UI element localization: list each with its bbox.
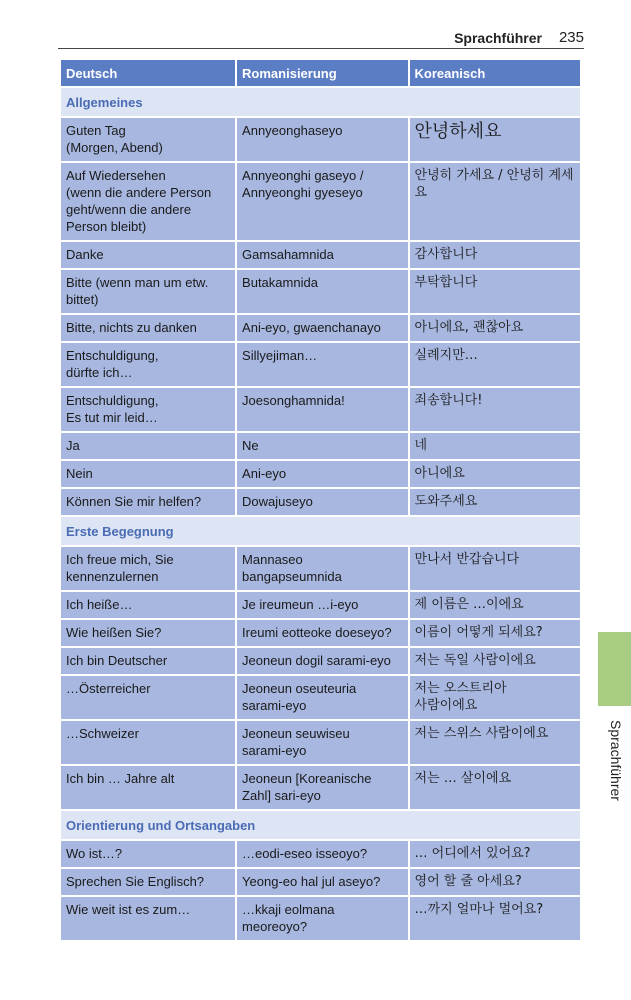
korean-phrase-cell: 저는 … 살이에요 <box>410 766 580 809</box>
table-body <box>61 88 580 940</box>
table-row <box>61 592 580 618</box>
table-row <box>61 433 580 459</box>
romanization-cell: Ani-eyo, gwaenchanayo <box>237 315 407 341</box>
korean-phrase-cell: 감사합니다 <box>410 242 580 268</box>
table-header-row <box>61 60 580 86</box>
korean-phrase-cell: …까지 얼마나 멀어요? <box>410 897 580 940</box>
german-phrase-cell: Können Sie mir helfen? <box>61 489 235 515</box>
korean-phrase-cell: 저는 독일 사람이에요 <box>410 648 580 674</box>
section-heading-row <box>61 517 580 545</box>
german-phrase-cell: Bitte (wenn man um etw. bittet) <box>61 270 235 313</box>
table-row <box>61 315 580 341</box>
column-header-koreanisch: Koreanisch <box>410 60 580 86</box>
korean-phrase-cell: 부탁합니다 <box>410 270 580 313</box>
page-title: Sprachführer <box>454 30 542 46</box>
korean-phrase-cell: 안녕하세요 <box>410 118 580 161</box>
romanization-cell: Sillyejiman… <box>237 343 407 386</box>
korean-phrase-cell: 영어 할 줄 아세요? <box>410 869 580 895</box>
romanization-cell: Annyeonghi gaseyo / Annyeonghi gyeseyo <box>237 163 407 240</box>
romanization-cell: Dowajuseyo <box>237 489 407 515</box>
section-heading-row <box>61 88 580 116</box>
korean-phrase-cell: 저는 오스트리아 사람이에요 <box>410 676 580 719</box>
romanization-cell: Jeoneun seuwiseu sarami-eyo <box>237 721 407 764</box>
korean-phrase-cell: 이름이 어떻게 되세요? <box>410 620 580 646</box>
german-phrase-cell: Sprechen Sie Englisch? <box>61 869 235 895</box>
romanization-cell: Butakamnida <box>237 270 407 313</box>
romanization-cell: Annyeonghaseyo <box>237 118 407 161</box>
romanization-cell: Gamsahamnida <box>237 242 407 268</box>
column-header-deutsch: Deutsch <box>61 60 235 86</box>
romanization-cell: …eodi-eseo isseoyo? <box>237 841 407 867</box>
korean-phrase-cell: 네 <box>410 433 580 459</box>
korean-phrase-cell: 안녕히 가세요 / 안녕히 계세요 <box>410 163 580 240</box>
korean-phrase-cell: 제 이름은 …이에요 <box>410 592 580 618</box>
german-phrase-cell: Nein <box>61 461 235 487</box>
table-row <box>61 489 580 515</box>
table-row <box>61 388 580 431</box>
korean-phrase-cell: 도와주세요 <box>410 489 580 515</box>
romanization-cell: Jeoneun dogil sarami-eyo <box>237 648 407 674</box>
korean-phrase-cell: 만나서 반갑습니다 <box>410 547 580 590</box>
romanization-cell: Jeoneun oseuteuria sarami-eyo <box>237 676 407 719</box>
phrase-table <box>59 58 582 942</box>
german-phrase-cell: Wie weit ist es zum… <box>61 897 235 940</box>
table-row <box>61 648 580 674</box>
german-phrase-cell: Entschuldigung, Es tut mir leid… <box>61 388 235 431</box>
table-row <box>61 461 580 487</box>
romanization-cell: Jeoneun [Koreanische Zahl] sari-eyo <box>237 766 407 809</box>
table-row <box>61 620 580 646</box>
romanization-cell: Ireumi eotteoke doeseyo? <box>237 620 407 646</box>
table-row <box>61 547 580 590</box>
german-phrase-cell: Auf Wiedersehen (wenn die andere Person geht/wenn die andere Person bleibt) <box>61 163 235 240</box>
korean-phrase-cell: 저는 스위스 사람이에요 <box>410 721 580 764</box>
chapter-tab-label: Sprachführer <box>608 720 624 801</box>
german-phrase-cell: Ja <box>61 433 235 459</box>
section-heading: Erste Begegnung <box>61 517 580 545</box>
column-header-romanisierung: Romanisierung <box>237 60 407 86</box>
table-row <box>61 270 580 313</box>
table-row <box>61 118 580 161</box>
german-phrase-cell: Ich heiße… <box>61 592 235 618</box>
german-phrase-cell: Danke <box>61 242 235 268</box>
german-phrase-cell: Wie heißen Sie? <box>61 620 235 646</box>
german-phrase-cell: Entschuldigung, dürfte ich… <box>61 343 235 386</box>
section-heading: Allgemeines <box>61 88 580 116</box>
table-row <box>61 766 580 809</box>
korean-phrase-cell: 실례지만… <box>410 343 580 386</box>
korean-phrase-cell: 아니에요 <box>410 461 580 487</box>
page-number: 235 <box>558 29 584 46</box>
chapter-tab <box>598 632 631 706</box>
korean-phrase-cell: 죄송합니다! <box>410 388 580 431</box>
german-phrase-cell: Guten Tag (Morgen, Abend) <box>61 118 235 161</box>
german-phrase-cell: Wo ist…? <box>61 841 235 867</box>
korean-phrase-cell: 아니에요, 괜찮아요 <box>410 315 580 341</box>
section-heading: Orientierung und Ortsangaben <box>61 811 580 839</box>
german-phrase-cell: Ich bin Deutscher <box>61 648 235 674</box>
table-row <box>61 721 580 764</box>
table-row <box>61 676 580 719</box>
running-header <box>58 30 584 49</box>
romanization-cell: Yeong-eo hal jul aseyo? <box>237 869 407 895</box>
table-row <box>61 869 580 895</box>
romanization-cell: Joesonghamnida! <box>237 388 407 431</box>
table-row <box>61 163 580 240</box>
german-phrase-cell: Ich freue mich, Sie kennenzulernen <box>61 547 235 590</box>
korean-phrase-cell: … 어디에서 있어요? <box>410 841 580 867</box>
section-heading-row <box>61 811 580 839</box>
romanization-cell: …kkaji eolmana meoreoyo? <box>237 897 407 940</box>
romanization-cell: Mannaseo bangapseumnida <box>237 547 407 590</box>
table-row <box>61 343 580 386</box>
table-row <box>61 897 580 940</box>
german-phrase-cell: …Schweizer <box>61 721 235 764</box>
romanization-cell: Ne <box>237 433 407 459</box>
table-row <box>61 242 580 268</box>
romanization-cell: Ani-eyo <box>237 461 407 487</box>
table-row <box>61 841 580 867</box>
german-phrase-cell: …Österreicher <box>61 676 235 719</box>
german-phrase-cell: Ich bin … Jahre alt <box>61 766 235 809</box>
german-phrase-cell: Bitte, nichts zu danken <box>61 315 235 341</box>
romanization-cell: Je ireumeun …i-eyo <box>237 592 407 618</box>
